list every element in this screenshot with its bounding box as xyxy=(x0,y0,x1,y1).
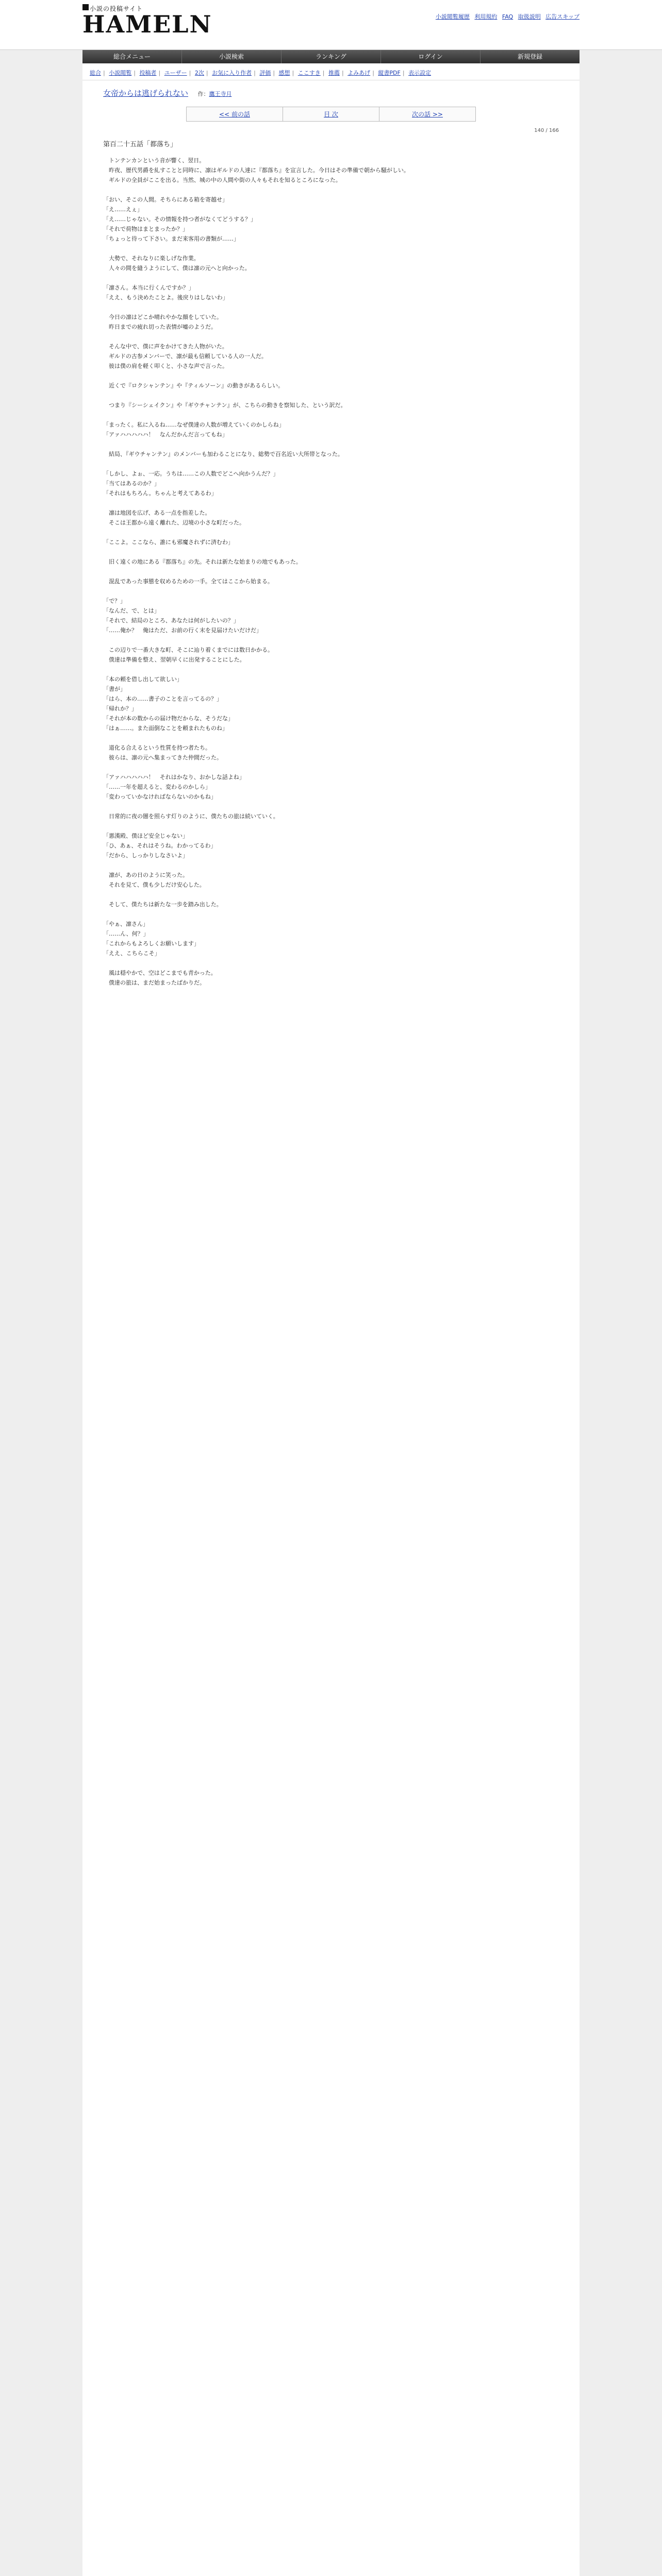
paragraph: 「ひ、あぁ、それはそうね。わかってるわ」 xyxy=(103,842,217,849)
breadcrumb-separator: | xyxy=(254,70,256,76)
breadcrumb-separator: | xyxy=(273,70,275,76)
util-link-terms[interactable]: 利用規約 xyxy=(474,13,498,20)
nav-item-login[interactable]: ログイン xyxy=(381,50,481,63)
paragraph: 彼らは、凛の元へ集まってきた仲間だった。 xyxy=(103,754,222,761)
paragraph: 風は穏やかで、空はどこまでも青かった。 xyxy=(103,970,217,976)
paragraph: 「……一年を超えると、変わるのかしら」 xyxy=(103,784,211,790)
paragraph: 大勢で、それなりに楽しげな作業。 xyxy=(103,255,200,262)
paragraph: 「だから、しっかりしなさいよ」 xyxy=(103,852,188,859)
paragraph: 昨夜、歴代男爵を糺すことと同時に、凛はギルドの人達に『都落ち』を宣言した。今日はその準備で朝から騒がしい。 xyxy=(103,167,409,174)
breadcrumb-separator: | xyxy=(292,70,294,76)
paragraph: つまり『シーシェイクン』や『ギウチャンテン』が、こちらの動きを察知した、という訳だ。 xyxy=(103,402,346,409)
paragraph-gap xyxy=(103,547,559,557)
paragraph: そして、僕たちは新たな一歩を踏み出した。 xyxy=(103,901,222,908)
paragraph: 「書が」 xyxy=(103,686,126,692)
paragraph: 「まったく。私に入るね……なぜ僕達の人数が増えていくのかしらね」 xyxy=(103,421,285,428)
paragraph: 「やぁ、凛さん」 xyxy=(103,921,148,927)
paragraph: 僕達の旅は、まだ始まったばかりだ。 xyxy=(103,979,205,986)
breadcrumb-separator: | xyxy=(103,70,105,76)
breadcrumb-link[interactable]: 表示設定 xyxy=(408,70,432,76)
breadcrumb-link[interactable]: お気に入り作者 xyxy=(212,70,252,76)
paragraph: 「……俺か？ 俺はただ、お前の行く末を見届けたいだけだ」 xyxy=(103,627,262,634)
paragraph: ギルドの古参メンバーで、凛が最も信頼している人の一人だ。 xyxy=(103,353,267,360)
breadcrumb-separator: | xyxy=(158,70,161,76)
breadcrumb-link[interactable]: ユーザー xyxy=(164,70,187,76)
util-link-faq[interactable]: FAQ xyxy=(502,13,514,20)
nav-item-search[interactable]: 小説検索 xyxy=(182,50,282,63)
paragraph: それを見て、僕も少しだけ安心した。 xyxy=(103,882,205,888)
breadcrumb-separator: | xyxy=(372,70,374,76)
breadcrumb-link[interactable]: 評価 xyxy=(259,70,271,76)
paragraph-gap xyxy=(103,733,559,743)
chapter-title: 第百二十五話「都落ち」 xyxy=(103,141,177,148)
paragraph: 「おい、そこの人間。そちらにある箱を寄越せ」 xyxy=(103,196,228,203)
paragraph: 「え……えぇ」 xyxy=(103,206,143,213)
paragraph: 混乱であった事態を収めるための一手。全てはここから始まる。 xyxy=(103,578,273,585)
breadcrumb-link[interactable]: ここすき xyxy=(297,70,321,76)
site-logo[interactable] xyxy=(82,4,212,44)
paragraph: 「本の頼を借し出して欲しい」 xyxy=(103,676,183,683)
paragraph: 「しかし、よぉ、一応。うちは……この人数でどこへ向かうんだ？」 xyxy=(103,470,279,477)
paragraph: 旧く遠くの地にある『都落ち』の先。それは新たな始まりの地でもあった。 xyxy=(103,558,302,565)
novel-title[interactable]: 女帝からは逃げられない xyxy=(103,89,189,98)
paragraph: 「変わっていかなければならないのかもね」 xyxy=(103,793,217,800)
paragraph-gap xyxy=(103,635,559,645)
breadcrumb xyxy=(82,63,580,80)
site-header xyxy=(0,0,662,50)
utility-links xyxy=(433,12,580,21)
prev-chapter-cell xyxy=(187,107,283,121)
paragraph: 「これからもよろしくお願いします」 xyxy=(103,940,200,947)
breadcrumb-link[interactable]: 総合 xyxy=(90,70,101,76)
paragraph-gap xyxy=(103,802,559,811)
paragraph: 「はぁ……。また面倒なことを頼まれたものね」 xyxy=(103,725,228,732)
paragraph-gap xyxy=(103,410,559,420)
paragraph: 「当てはあるのか？」 xyxy=(103,480,160,487)
paragraph: 日常的に夜の闇を照らす灯りのように、僕たちの旅は続いていく。 xyxy=(103,813,279,820)
logo-title: HAMELN xyxy=(82,10,212,38)
paragraph: 今日の凛はどこか晴れやかな顔をしていた。 xyxy=(103,314,222,320)
paragraph: 昨日までの疲れ切った表情が嘘のようだ。 xyxy=(103,324,217,330)
paragraph-gap xyxy=(103,821,559,831)
paragraph-gap xyxy=(103,567,559,577)
paragraph-gap xyxy=(103,459,559,469)
next-chapter-cell xyxy=(379,107,475,121)
paragraph-gap xyxy=(103,528,559,537)
main-content xyxy=(82,63,580,2576)
paragraph: この辺りで一番大きな町、そこに辿り着くまでには数日かかる。 xyxy=(103,647,273,653)
breadcrumb-separator: | xyxy=(322,70,325,76)
novel-header xyxy=(82,80,580,103)
paragraph: 「ここよ。ここなら、誰にも邪魔されずに済むわ」 xyxy=(103,539,234,546)
paragraph: 「ええ、こちらこそ」 xyxy=(103,950,160,957)
breadcrumb-link[interactable]: 感想 xyxy=(278,70,290,76)
paragraph: 「なんだ、で、とは」 xyxy=(103,607,160,614)
paragraph: 「アァハハハハハ！ それはかなり、おかしな話よね」 xyxy=(103,774,245,781)
paragraph: 結局、『ギウチャンテン』のメンバーも加わることになり、総勢で百名近い大所帯となった。 xyxy=(103,451,343,457)
paragraph-gap xyxy=(103,665,559,674)
paragraph: 「それはもちろん。ちゃんと考えてあるわ」 xyxy=(103,490,217,497)
paragraph: 彼は僕の肩を軽く叩くと、小さな声で言った。 xyxy=(103,363,228,369)
paragraph: 凛は地図を広げ、ある一点を指差した。 xyxy=(103,510,211,516)
chapter-pager-top xyxy=(186,107,476,122)
paragraph: 「凛さん。本当に行くんですか？」 xyxy=(103,284,194,291)
chapter-progress: 140 / 166 xyxy=(534,128,559,133)
toc-link[interactable]: 目 次 xyxy=(324,111,338,118)
paragraph: 道化る合えるという性質を持つ者たち。 xyxy=(103,744,211,751)
breadcrumb-separator: | xyxy=(206,70,208,76)
paragraph: 「それが本の数からの届け物だからな、そうだな」 xyxy=(103,715,234,722)
paragraph: 近くで『ロクシャンテン』や『ティルソーン』の動きがあるらしい。 xyxy=(103,382,284,389)
paragraph-gap xyxy=(103,890,559,900)
main-nav xyxy=(82,50,580,63)
breadcrumb-link[interactable]: 小説閲覧 xyxy=(109,70,132,76)
paragraph-gap xyxy=(103,391,559,400)
nav-item-register[interactable]: 新規登録 xyxy=(481,50,580,63)
paragraph-gap xyxy=(103,439,559,449)
paragraph-gap xyxy=(103,762,559,772)
nav-item-ranking[interactable]: ランキング xyxy=(282,50,381,63)
paragraph-gap xyxy=(103,244,559,253)
paragraph: 「ええ、もう決めたことよ。後戻りはしないわ」 xyxy=(103,294,228,301)
breadcrumb-link[interactable]: よみあげ xyxy=(347,70,371,76)
paragraph: 「……ん、何？」 xyxy=(103,930,149,937)
paragraph: トンテンカンという音が響く、翌日。 xyxy=(103,157,205,164)
logo-mark xyxy=(82,4,89,10)
paragraph: 「アァハハハハハ！ なんだかんだ言ってもね」 xyxy=(103,431,228,438)
paragraph: 「悪漢殿、僕ほど安全じゃない」 xyxy=(103,833,188,839)
paragraph: 人々の間を縫うようにして、僕は凛の元へと向かった。 xyxy=(103,265,251,272)
author-link[interactable]: 鷹王寺月 xyxy=(209,91,232,97)
paragraph-gap xyxy=(103,332,559,342)
paragraph-gap xyxy=(103,958,559,968)
logo-subtitle: 小説の投稿サイト xyxy=(90,5,143,12)
paragraph: 「それで荷物はまとまったか？」 xyxy=(103,226,188,232)
util-link-manual[interactable]: 取扱説明 xyxy=(518,13,541,20)
paragraph: そんな中で、僕に声をかけてきた人物がいた。 xyxy=(103,343,228,350)
nav-item-menu[interactable]: 総合メニュー xyxy=(82,50,182,63)
toc-cell xyxy=(283,107,379,121)
author-prefix: 作： xyxy=(197,91,209,97)
breadcrumb-separator: | xyxy=(341,70,344,76)
util-link-history[interactable]: 小説閲覧履歴 xyxy=(435,13,470,20)
novel-author xyxy=(197,91,231,97)
paragraph-gap xyxy=(103,371,559,381)
paragraph: 「ちょっと待って下さい。まだ来客用の書類が……」 xyxy=(103,235,239,242)
breadcrumb-separator: | xyxy=(134,70,136,76)
breadcrumb-link[interactable]: 縦書PDF xyxy=(378,70,401,76)
paragraph: 「え……じゃない。その情報を持つ者がなくてどうする？」 xyxy=(103,216,256,223)
util-link-ad-skip[interactable]: 広告スキップ xyxy=(545,13,580,20)
paragraph: ギルドの全員がここを出る。当然、城の中の人間や街の人々もそれを知るところになった。 xyxy=(103,177,341,183)
paragraph: 僕達は準備を整え、翌朝早くに出発することにした。 xyxy=(103,656,245,663)
paragraph-gap xyxy=(103,498,559,508)
paragraph-gap xyxy=(103,586,559,596)
paragraph: 「はら、本の……書子のことを言ってるの？」 xyxy=(103,696,222,702)
paragraph: そこは王都から遠く離れた、辺境の小さな町だった。 xyxy=(103,519,245,526)
next-chapter-link[interactable]: 次の話 >> xyxy=(412,111,443,118)
paragraph-gap xyxy=(103,909,559,919)
paragraph: 凛が、あの日のように笑った。 xyxy=(103,872,188,878)
prev-chapter-link[interactable]: << 前の話 xyxy=(219,111,250,118)
chapter-body xyxy=(82,156,580,988)
paragraph-gap xyxy=(103,185,559,195)
paragraph-gap xyxy=(103,302,559,312)
paragraph: 「で？」 xyxy=(103,598,126,604)
paragraph-gap xyxy=(103,860,559,870)
breadcrumb-separator: | xyxy=(189,70,191,76)
breadcrumb-link[interactable]: 投稿者 xyxy=(139,70,157,76)
paragraph: 「それで、結局のところ、あなたは何がしたいの？」 xyxy=(103,617,239,624)
paragraph-gap xyxy=(103,273,559,283)
breadcrumb-link[interactable]: 2次 xyxy=(194,70,204,76)
breadcrumb-separator: | xyxy=(402,70,405,76)
paragraph: 「帰れか？」 xyxy=(103,705,137,712)
breadcrumb-link[interactable]: 推薦 xyxy=(328,70,340,76)
